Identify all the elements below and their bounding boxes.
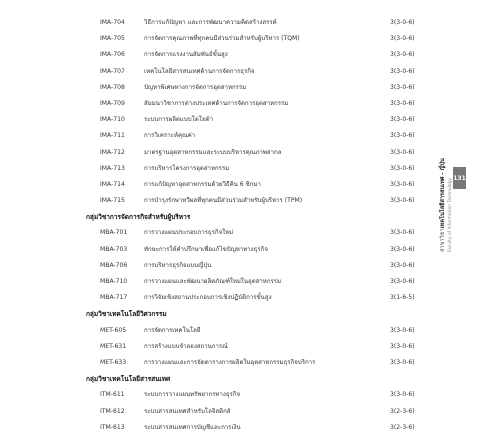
course-row: [84, 96, 456, 112]
side-label-title: เทคโนโลยีสารสนเทศ - ญี่ปุ่น: [440, 158, 446, 229]
course-row: [84, 193, 456, 209]
course-name: การวางแผนและพัฒนาผลิตภัณฑ์ใหม่ในอุตสาหกรรม: [144, 278, 282, 285]
course-name: วิธีการแก้ปัญหา และการพัฒนาความคิดสร้างสรรค์: [144, 19, 277, 26]
course-code: IMA-708: [100, 83, 125, 91]
section-heading: กลุ่มวิชาเทคโนโลยีสารสนเทศ: [86, 375, 171, 384]
course-name: การวางแผนและการจัดตารางการผลิตในอุตสาหกรรมธุรกิจบริการ: [144, 358, 316, 366]
page-number-tab: 131: [453, 167, 466, 189]
course-code: IMA-706: [100, 51, 125, 59]
course-credits: 3(3-0-6): [390, 261, 415, 269]
course-block-ima: [84, 15, 456, 209]
course-code: MBA-706: [100, 261, 128, 269]
course-block-met: [84, 306, 456, 371]
course-credits: 3(3-0-6): [390, 197, 415, 205]
course-row: [84, 404, 456, 420]
course-credits: 3(3-0-6): [390, 67, 415, 75]
course-name: ปัญหาพิเศษทางการจัดการอุตสาหกรรม: [144, 83, 247, 91]
course-row: [84, 258, 456, 274]
course-credits: 3(3-0-6): [390, 116, 415, 124]
course-code: MBA-710: [100, 278, 128, 285]
section-heading: กลุ่มวิชาเทคโนโลยีวิศวกรรม: [86, 310, 167, 319]
course-credits: 3(3-0-6): [390, 358, 415, 366]
course-code: IMA-713: [100, 164, 125, 172]
course-code: IMA-710: [100, 116, 125, 124]
course-name: ระบบสารสนเทศการบัญชีและการเงิน: [144, 423, 241, 431]
course-credits: 3(3-0-6): [390, 342, 415, 350]
course-credits: 3(3-0-6): [390, 99, 415, 107]
course-name: การวิจัยเชิงสถานประกอบการเชิงปฏิบัติการขั้นสูง: [144, 294, 272, 302]
course-credits: 3(3-0-6): [390, 83, 415, 91]
course-credits: 3(3-0-6): [390, 245, 415, 253]
course-code: IMA-712: [100, 148, 125, 156]
course-row: [84, 355, 456, 371]
course-credits: 3(3-0-6): [390, 164, 415, 172]
course-code: MET-633: [100, 358, 127, 366]
course-code: MBA-703: [100, 245, 128, 253]
course-block-itm: [84, 371, 456, 436]
course-row: [84, 15, 456, 31]
course-row: [84, 242, 456, 258]
course-code: ITM-613: [100, 423, 125, 431]
course-code: MBA-717: [100, 294, 128, 302]
course-credits: 3(3-0-6): [390, 148, 415, 156]
course-name: การบำรุงรักษาทวีผลที่ทุกคนมีส่วนร่วมสำหรับผู้บริหาร (TPM): [144, 197, 303, 205]
course-row: [84, 339, 456, 355]
course-row: [84, 323, 456, 339]
course-name: การจัดการคุณภาพที่ทุกคนมีส่วนร่วมสำหรับผู้บริหาร (TQM): [144, 35, 300, 43]
course-code: ITM-611: [100, 391, 125, 399]
course-credits: 3(3-0-6): [390, 19, 415, 26]
course-code: IMA-705: [100, 35, 125, 43]
course-row: [84, 80, 456, 96]
course-code: IMA-709: [100, 99, 125, 107]
course-credits: 3(2-3-6): [390, 407, 415, 415]
course-credits: 3(3-0-6): [390, 229, 415, 237]
course-name: เทคโนโลยีสารสนเทศด้านการจัดการธุรกิจ: [144, 67, 255, 75]
side-faculty-label: [440, 158, 454, 252]
course-name: การวิเคราะห์คุณค่า: [144, 132, 196, 140]
course-row: [84, 47, 456, 63]
section-heading: กลุ่มวิชาการจัดการกิจสำหรับผู้บริหาร: [86, 213, 191, 222]
course-code: MET-605: [100, 326, 127, 334]
side-label-subtitle: Faculty of Information Technology: [448, 178, 453, 252]
course-name: ระบบสารสนเทศสำหรับโลจิสติกส์: [144, 407, 231, 415]
course-code: MBA-701: [100, 229, 128, 237]
course-name: การวางแผนประกอบการธุรกิจใหม่: [144, 229, 234, 237]
course-row: [84, 177, 456, 193]
course-row: [84, 128, 456, 144]
course-row: [84, 31, 456, 47]
course-code: IMA-704: [100, 19, 125, 26]
course-credits: 3(1-6-5): [390, 294, 415, 302]
course-name: ระบบการผลิตแบบโตโยต้า: [144, 116, 214, 124]
course-name: การสร้างแบบจำลองสถานการณ์: [144, 342, 228, 350]
side-label-prefix: สาขาวิชา: [440, 228, 446, 252]
course-code: IMA-711: [100, 132, 125, 140]
course-row: [84, 64, 456, 80]
course-name: การบริหารโครงการอุตสาหกรรม: [144, 164, 230, 172]
course-row: [84, 225, 456, 241]
course-name: สัมมนาวิชาการต่างประเทศด้านการจัดการอุตสาหกรรม: [144, 99, 289, 107]
course-name: ระบบการวางแผนทรัพยากรทางธุรกิจ: [144, 391, 241, 399]
course-credits: 3(3-0-6): [390, 278, 415, 285]
course-name: การจัดการเทคโนโลยี: [144, 326, 201, 334]
course-credits: 3(3-0-6): [390, 180, 415, 188]
course-credits: 3(3-0-6): [390, 35, 415, 43]
course-name: การบริหารธุรกิจแบบญี่ปุ่น: [144, 261, 212, 269]
course-credits: 3(3-0-6): [390, 51, 415, 59]
course-list: [84, 15, 456, 436]
course-name: ทักษะการให้คำปรึกษาเพื่อแก้ไขปัญหาทางธุรกิจ: [144, 245, 268, 253]
course-credits: 3(3-0-6): [390, 326, 415, 334]
course-name: การจัดการแรงงานสัมพันธ์ขั้นสูง: [144, 51, 228, 59]
course-code: IMA-707: [100, 67, 125, 75]
course-block-mba: [84, 209, 456, 306]
course-row: [84, 112, 456, 128]
course-code: MET-631: [100, 342, 127, 350]
course-credits: 3(3-0-6): [390, 132, 415, 140]
course-row: [84, 161, 456, 177]
course-row: [84, 145, 456, 161]
course-code: IMA-715: [100, 197, 125, 205]
course-row: [84, 290, 456, 306]
course-code: IMA-714: [100, 180, 125, 188]
course-credits: 3(2-3-6): [390, 423, 415, 431]
course-row: [84, 274, 456, 290]
course-row: [84, 420, 456, 436]
course-name: การแก้ปัญหาอุตสาหกรรมด้วยวิธีคิน 6 ซิกมา: [144, 180, 261, 188]
course-name: มาตรฐานอุตสาหกรรมและระบบบริหารคุณภาพสากล: [144, 148, 282, 156]
course-row: [84, 387, 456, 403]
course-code: ITM-612: [100, 407, 125, 415]
course-credits: 3(3-0-6): [390, 391, 415, 399]
